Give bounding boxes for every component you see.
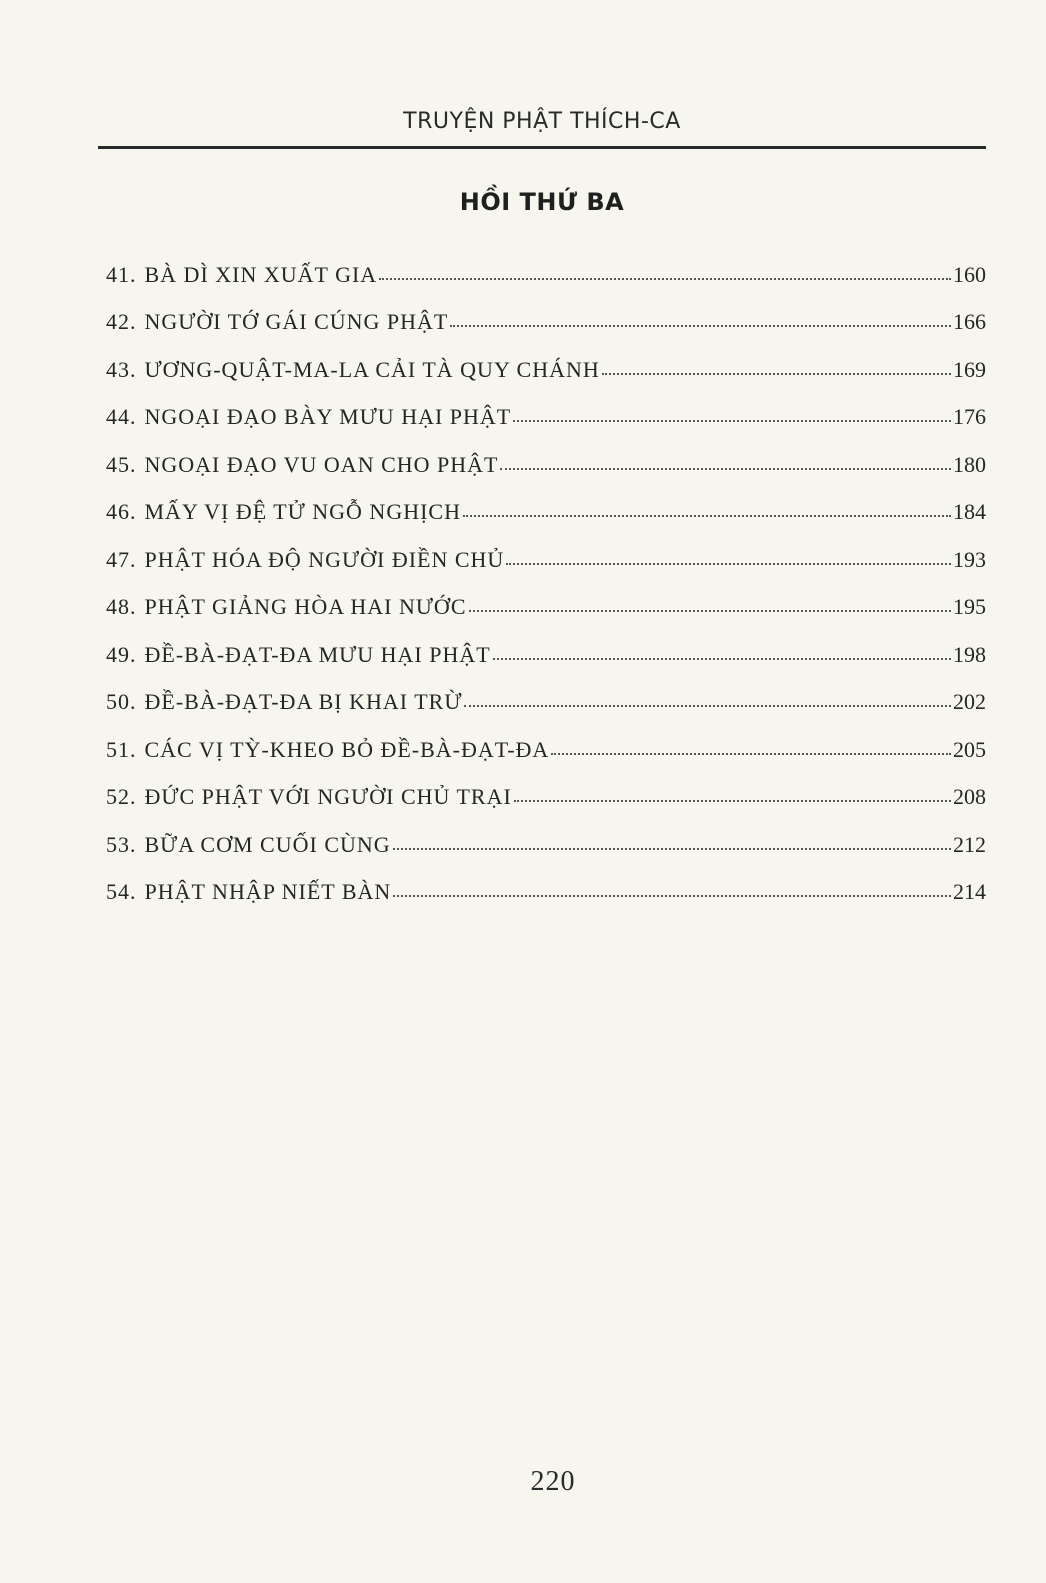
toc-entry-number: 41. [106,261,137,287]
dot-leader [513,419,951,422]
toc-entry-number: 54. [106,879,137,904]
toc-entry [106,240,986,288]
dot-leader [464,704,951,707]
dot-leader [463,514,951,517]
toc-entry-title: ĐỀ-BÀ-ĐẠT-ĐA MƯU HẠI PHẬT [144,641,491,667]
dot-leader [469,609,952,612]
toc-entry-page: 198 [953,641,986,667]
toc-entry-page: 195 [953,594,986,619]
toc-entry-title: BỮA CƠM CUỐI CÙNG [144,831,391,857]
toc-entry [106,335,986,383]
toc-entry-title: NGOẠI ĐẠO BÀY MƯU HẠI PHẬT [144,404,512,429]
dot-leader [500,467,951,470]
toc-entry-number: 50. [106,689,137,714]
toc-entry [106,430,986,478]
toc-entry-title: BÀ DÌ XIN XUẤT GIA [144,261,378,287]
toc-entry-page: 202 [953,689,986,714]
toc-entry [106,383,986,431]
toc-entry-number: 46. [106,499,137,524]
toc-entry-page: 184 [953,499,986,524]
toc-entry-title: PHẬT NHẬP NIẾT BÀN [144,879,392,904]
dot-leader [393,894,951,897]
toc-entry [106,668,986,716]
toc-entry-title: ĐỨC PHẬT VỚI NGƯỜI CHỦ TRẠI [144,784,512,809]
dot-leader [506,562,951,565]
toc-entry [106,478,986,526]
toc-entry [106,573,986,621]
toc-entry [106,810,986,858]
toc-entry [106,858,986,906]
toc-entry-title: PHẬT HÓA ĐỘ NGƯỜI ĐIỀN CHỦ [144,546,505,572]
toc-entry-page: 176 [953,404,986,429]
toc-entry-number: 48. [106,594,137,619]
toc-entry-number: 49. [106,641,137,667]
dot-leader [450,324,951,327]
toc-entry-page: 193 [953,546,986,572]
toc-entry [106,525,986,573]
toc-entry [106,288,986,336]
toc-entry-page: 169 [953,356,986,382]
dot-leader [393,847,951,850]
toc-entry-number: 53. [106,831,137,857]
dot-leader [379,277,951,280]
toc-entry-page: 160 [953,261,986,287]
toc-entry-number: 47. [106,546,137,572]
toc-entry-number: 44. [106,404,137,429]
toc-entry-page: 205 [953,736,986,762]
section-title: HỒI THỨ BA [459,188,625,216]
toc-entry [106,715,986,763]
toc-entry-page: 212 [953,831,986,857]
toc-entry [106,763,986,811]
toc-entry-title: MẤY VỊ ĐỆ TỬ NGỖ NGHỊCH [144,499,461,524]
dot-leader [602,372,951,375]
toc-entry-title: ĐỀ-BÀ-ĐẠT-ĐA BỊ KHAI TRỪ [144,689,463,714]
toc-entry-title: CÁC VỊ TỲ-KHEO BỎ ĐỀ-BÀ-ĐẠT-ĐA [144,736,550,762]
toc-entry-title: ƯƠNG-QUẬT-MA-LA CẢI TÀ QUY CHÁNH [144,356,600,382]
dot-leader [551,752,951,755]
toc-entry-page: 208 [953,784,986,809]
toc-entry-number: 52. [106,784,137,809]
toc-entry-title: NGOẠI ĐẠO VU OAN CHO PHẬT [144,451,499,477]
toc-entry-number: 51. [106,736,137,762]
toc-entry-number: 45. [106,451,137,477]
toc-entry-number: 42. [106,309,137,334]
toc-entry [106,620,986,668]
toc-entry-number: 43. [106,356,137,382]
dot-leader [514,799,951,802]
toc-entry-title: NGƯỜI TỚ GÁI CÚNG PHẬT [144,309,449,334]
toc-entry-title: PHẬT GIẢNG HÒA HAI NƯỚC [144,594,467,619]
table-of-contents [106,240,986,905]
toc-entry-page: 180 [953,451,986,477]
toc-entry-page: 214 [953,879,986,904]
dot-leader [493,657,951,660]
running-header: TRUYỆN PHẬT THÍCH-CA [403,109,681,134]
toc-entry-page: 166 [953,309,986,334]
header-rule [98,146,986,149]
page-number: 220 [530,1466,576,1497]
